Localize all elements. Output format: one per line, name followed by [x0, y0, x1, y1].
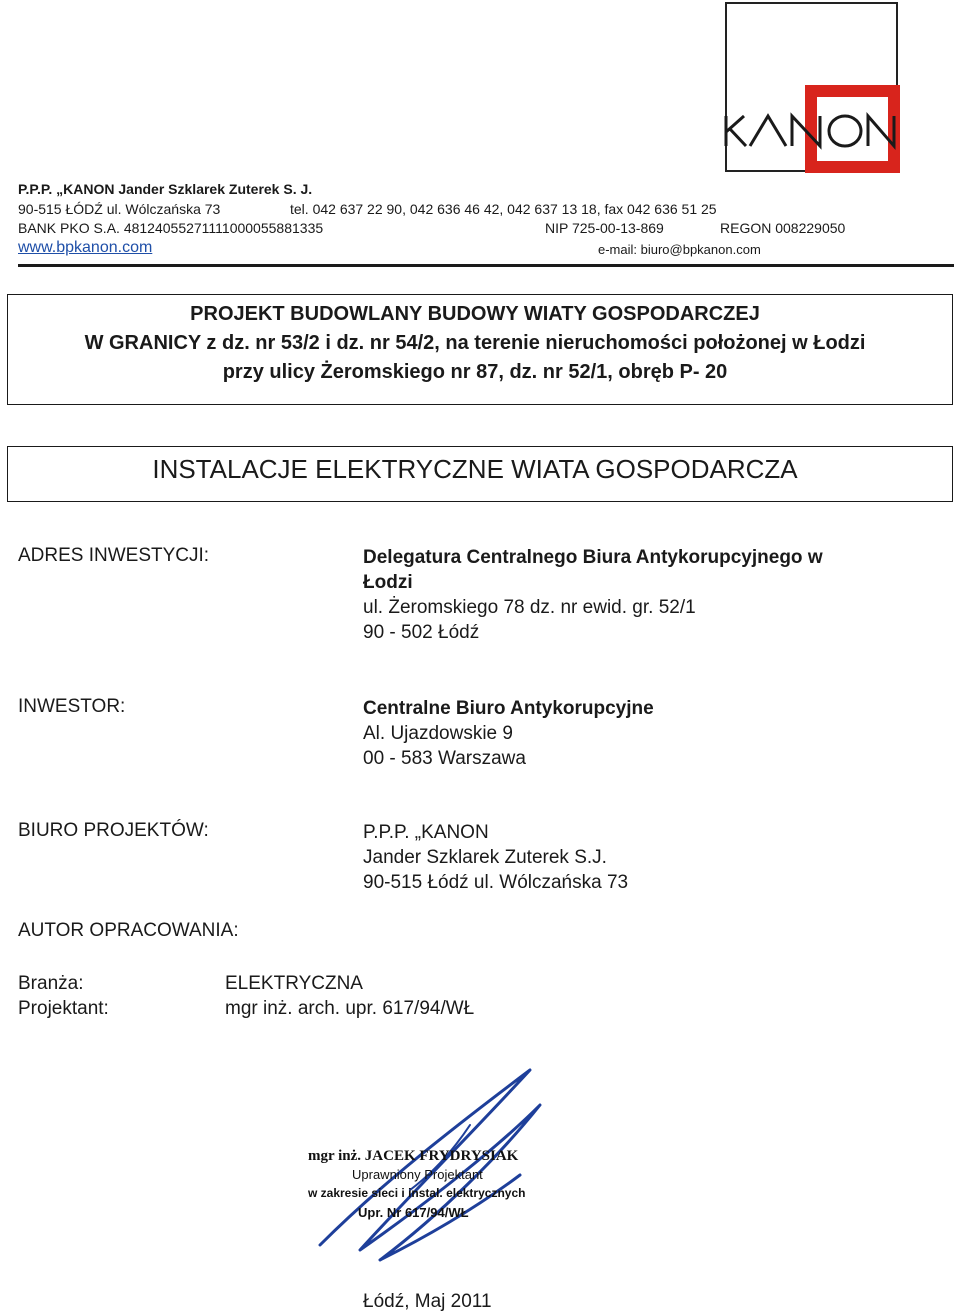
- company-phone: tel. 042 637 22 90, 042 636 46 42, 042 637 13 18, fax 042 636 51 25: [290, 201, 717, 217]
- company-nip: NIP 725-00-13-869: [545, 220, 664, 236]
- biuro-line3: 90-515 Łódź ul. Wólczańska 73: [363, 872, 629, 893]
- project-title-line1: PROJEKT BUDOWLANY BUDOWY WIATY GOSPODARCZEJ: [190, 303, 760, 325]
- company-regon: REGON 008229050: [720, 220, 846, 236]
- inwestor-line2: Al. Ujazdowskie 9: [363, 723, 513, 744]
- stamp-line4: Upr. Nr 617/94/WŁ: [358, 1205, 469, 1220]
- inwestor-line1: Centralne Biuro Antykorupcyjne: [363, 698, 654, 719]
- header-divider: [18, 264, 954, 267]
- adres-line4: 90 - 502 Łódź: [363, 622, 480, 643]
- projektant-value: mgr inż. arch. upr. 617/94/WŁ: [225, 998, 475, 1019]
- adres-label: ADRES INWESTYCJI:: [18, 545, 210, 566]
- adres-line1: Delegatura Centralnego Biura Antykorupcyjnego w: [363, 547, 823, 568]
- logo-wordmark-icon: [722, 112, 902, 152]
- stamp-line3: w zakresie sieci i instal. elektrycznych: [308, 1186, 526, 1200]
- projektant-label: Projektant:: [18, 998, 109, 1019]
- project-title: [10, 300, 940, 387]
- document-subtitle: INSTALACJE ELEKTRYCZNE WIATA GOSPODARCZA: [152, 454, 798, 484]
- stamp-line2: Uprawniony Projektant: [352, 1167, 483, 1182]
- biuro-line2: Jander Szklarek Zuterek S.J.: [363, 847, 607, 868]
- autor-label: AUTOR OPRACOWANIA:: [18, 920, 239, 941]
- company-email: e-mail: biuro@bpkanon.com: [598, 242, 761, 257]
- biuro-line1: P.P.P. „KANON: [363, 822, 489, 843]
- project-title-line3: przy ulicy Żeromskiego nr 87, dz. nr 52/1, obręb P- 20: [222, 361, 728, 383]
- adres-line3: ul. Żeromskiego 78 dz. nr ewid. gr. 52/1: [363, 597, 696, 618]
- biuro-label: BIURO PROJEKTÓW:: [18, 820, 209, 841]
- inwestor-label: INWESTOR:: [18, 696, 126, 717]
- signature-stroke: [320, 1070, 540, 1260]
- company-website-link[interactable]: www.bpkanon.com: [18, 239, 153, 256]
- branza-label: Branża:: [18, 973, 84, 994]
- stamp-line1: mgr inż. JACEK FRYDRYSIAK: [308, 1148, 519, 1164]
- project-title-line2: W GRANICY z dz. nr 53/2 i dz. nr 54/2, na terenie nieruchomości położonej w Łodzi: [84, 332, 866, 354]
- company-address: 90-515 ŁÓDŹ ul. Wólczańska 73: [18, 201, 221, 217]
- company-bank: BANK PKO S.A. 48124055271111000055881335: [18, 220, 324, 236]
- company-name: P.P.P. „KANON Jander Szklarek Zuterek S. J.: [18, 181, 313, 197]
- branza-value: ELEKTRYCZNA: [225, 973, 363, 994]
- adres-line2: Łodzi: [363, 572, 413, 593]
- signature-stamp: [290, 1065, 570, 1265]
- place-date: Łódź, Maj 2011: [363, 1291, 492, 1312]
- inwestor-line3: 00 - 583 Warszawa: [363, 748, 526, 769]
